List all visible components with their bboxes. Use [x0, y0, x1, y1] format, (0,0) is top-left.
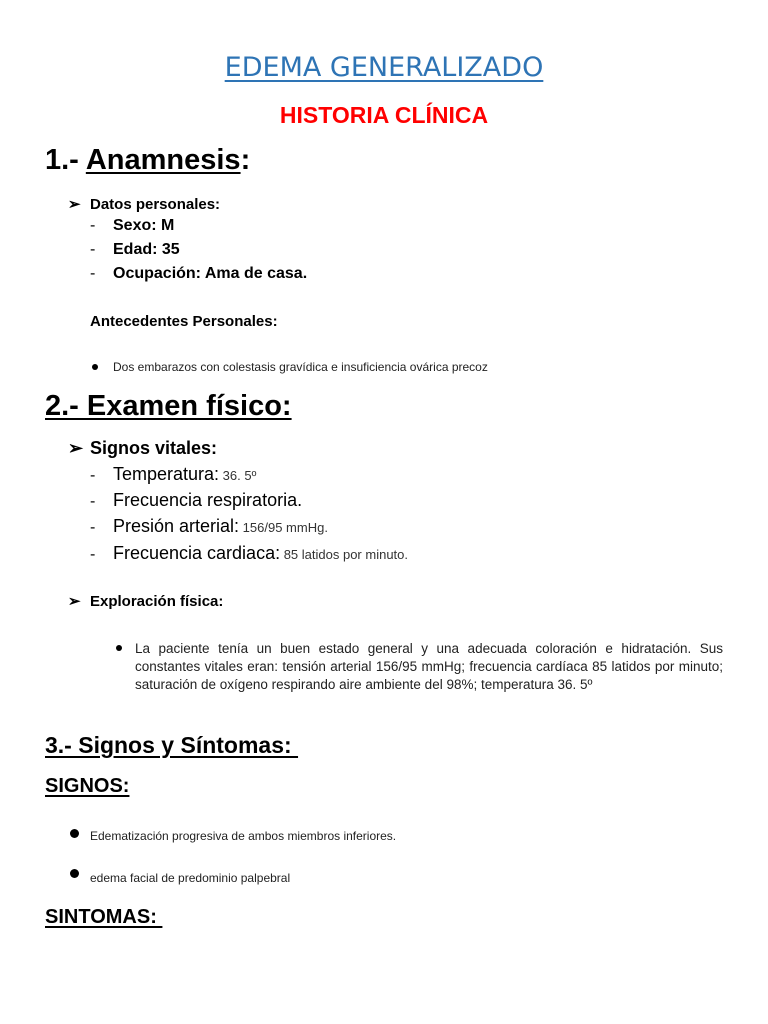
antecedente-item: Dos embarazos con colestasis gravídica e insuficiencia ovárica precoz: [113, 360, 488, 374]
antecedentes-heading: Antecedentes Personales:: [90, 313, 278, 330]
bullet-dot-icon: [70, 829, 79, 838]
bullet-dot-icon: [116, 645, 122, 651]
datos-item: - Ocupación: Ama de casa.: [90, 265, 308, 282]
vital-item: - Frecuencia respiratoria.: [90, 490, 303, 510]
arrow-bullet-icon: ➢: [68, 438, 84, 458]
datos-item: - Sexo: M: [90, 217, 175, 234]
arrow-bullet-icon: ➢: [68, 593, 81, 610]
signo-item: edema facial de predominio palpebral: [90, 871, 291, 885]
datos-item: - Edad: 35: [90, 241, 180, 258]
signo-item: Edematización progresiva de ambos miembros inferiores.: [90, 829, 397, 843]
bullet-dot-icon: [92, 364, 98, 370]
section-1-heading: 1.- Anamnesis:: [45, 144, 251, 176]
exploracion-heading: ➢ Exploración física:: [68, 593, 224, 610]
sintomas-heading: SINTOMAS:: [45, 906, 163, 928]
section-2-heading: 2.- Examen físico:: [45, 390, 292, 422]
signos-heading: SIGNOS:: [45, 775, 130, 797]
exploracion-paragraph: La paciente tenía un buen estado general y una adecuada coloración e hidratación. Sus constantes vitales eran: tensión arterial 156/95 mmHg; frecuencia cardíaca 85 latidos por minuto; saturación de oxígeno respirando aire ambiente del 98%; temperatura 36. 5º: [135, 641, 723, 692]
vital-item: - Frecuencia cardiaca: 85 latidos por minuto.: [90, 543, 408, 563]
vital-item: - Temperatura: 36. 5º: [90, 464, 257, 484]
vital-item: - Presión arterial: 156/95 mmHg.: [90, 516, 328, 536]
section-3-heading: 3.- Signos y Síntomas:: [45, 732, 299, 758]
arrow-bullet-icon: ➢: [68, 196, 81, 213]
document-title: EDEMA GENERALIZADO: [224, 52, 544, 83]
datos-personales-heading: ➢ Datos personales:: [68, 196, 221, 213]
signos-vitales-heading: ➢ Signos vitales:: [68, 438, 218, 458]
document-subtitle: HISTORIA CLÍNICA: [279, 102, 489, 128]
bullet-dot-icon: [70, 869, 79, 878]
